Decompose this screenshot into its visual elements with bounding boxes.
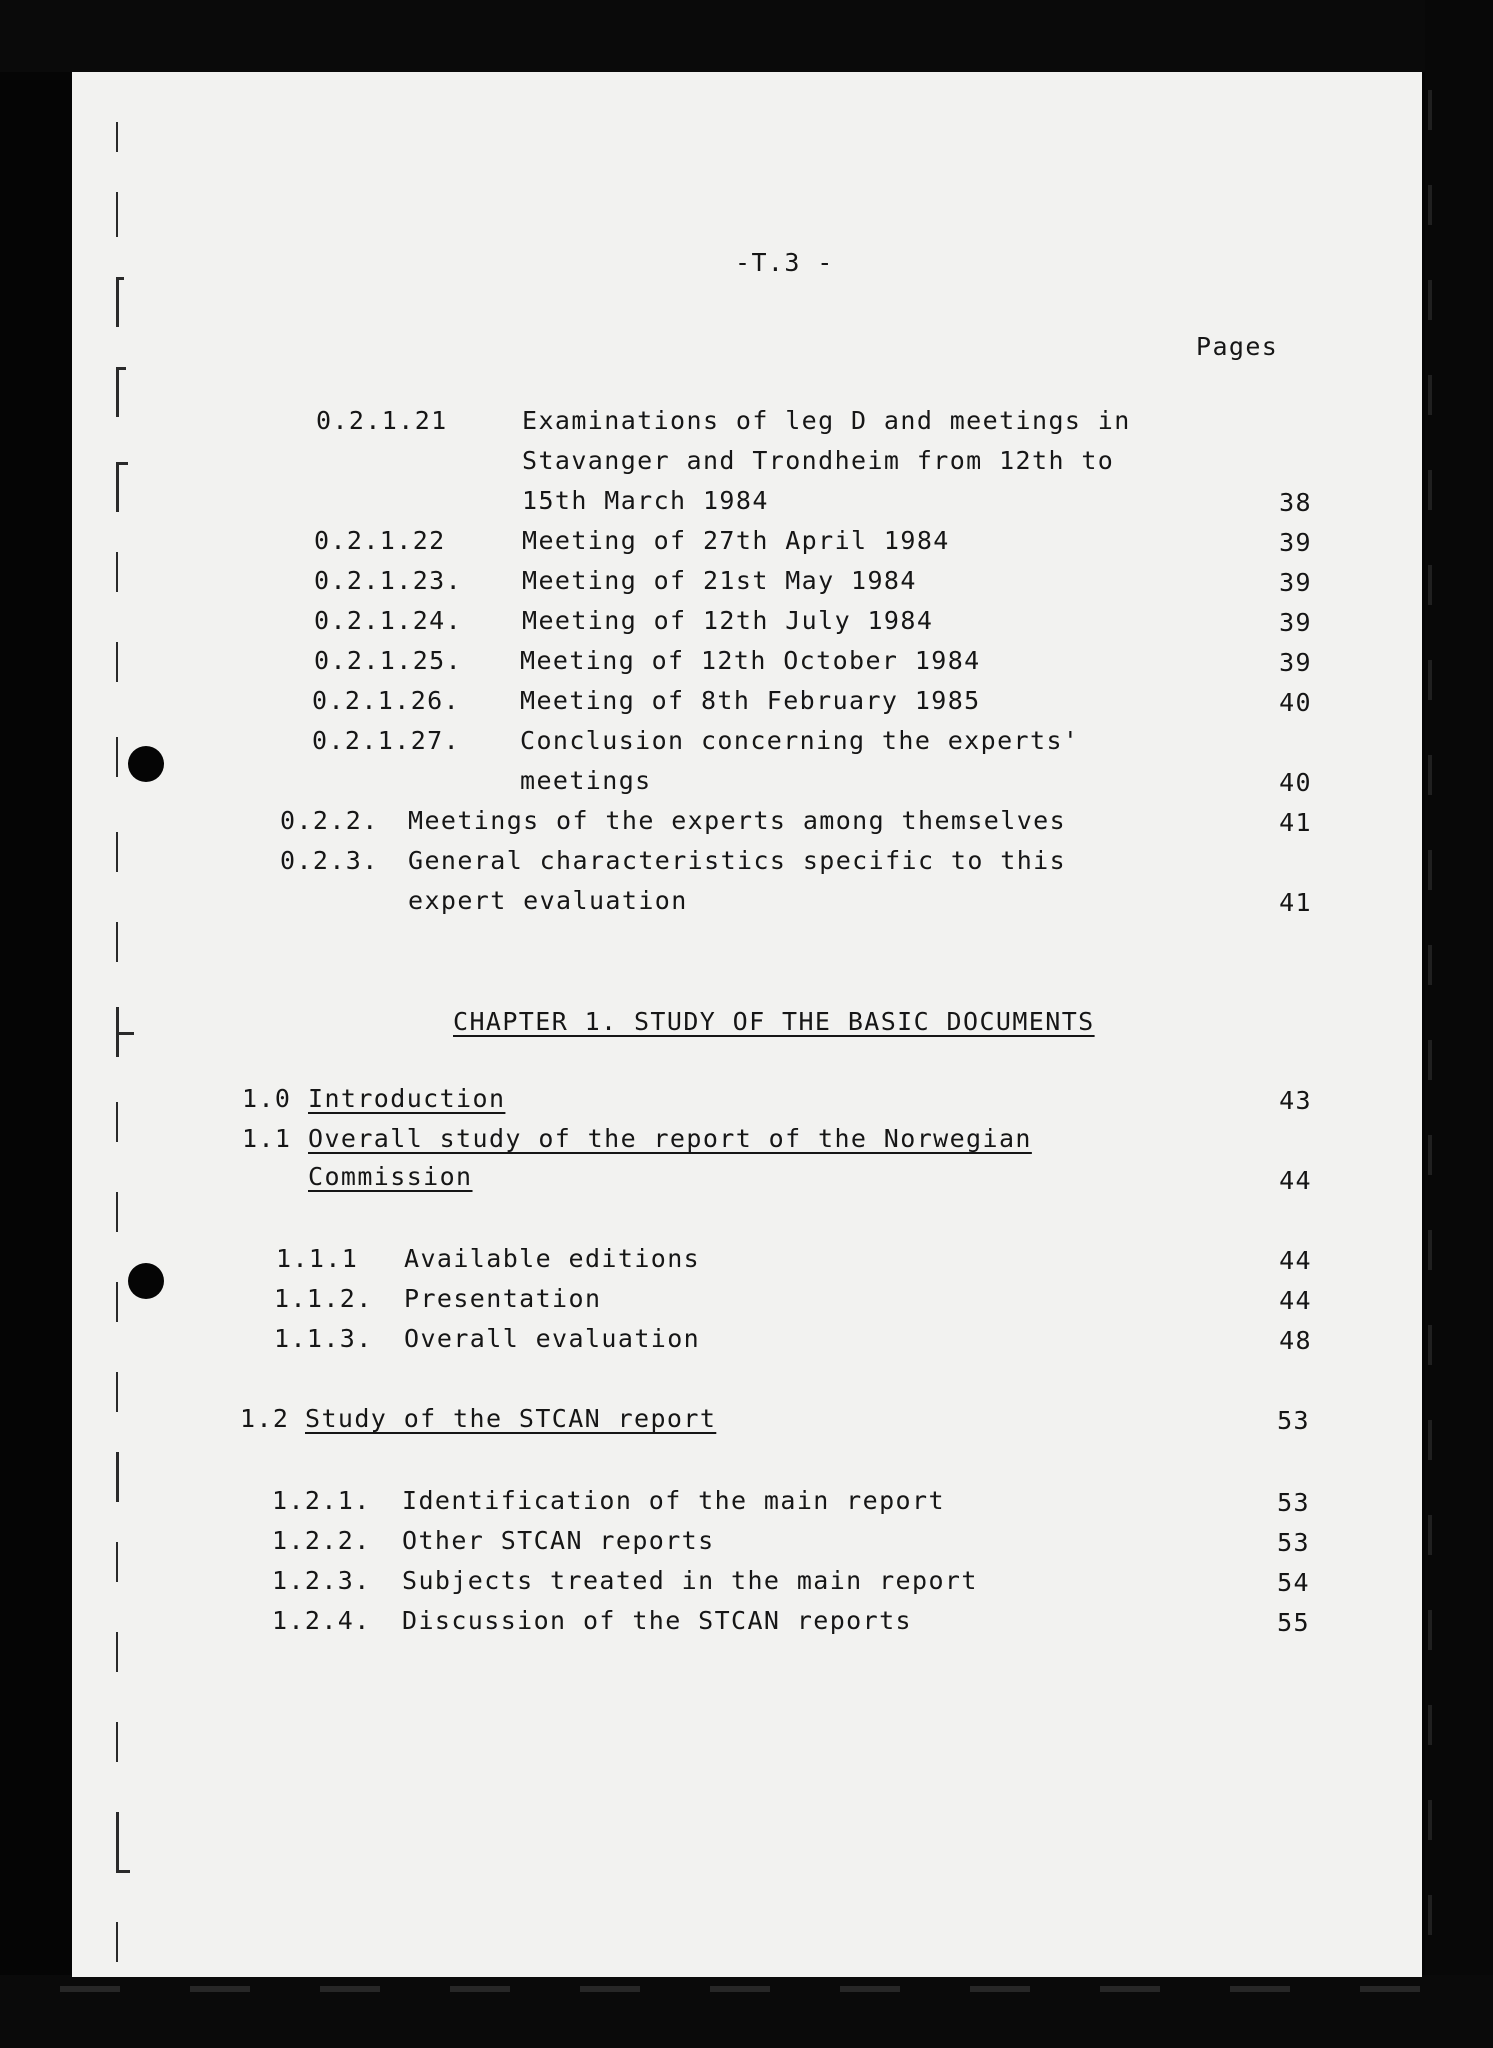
document-page xyxy=(72,72,1422,1977)
entry-title: Available editions xyxy=(404,1244,701,1273)
entry-title: Meeting of 12th October 1984 xyxy=(520,646,981,675)
margin-mark xyxy=(116,1282,118,1322)
entry-title: General characteristics specific to this xyxy=(408,846,1067,875)
entry-page: 48 xyxy=(1279,1326,1312,1355)
entry-page: 53 xyxy=(1277,1528,1310,1557)
entry-title: 15th March 1984 xyxy=(522,486,769,515)
entry-number: 0.2.1.21 xyxy=(316,406,448,435)
entry-page: 41 xyxy=(1279,888,1312,917)
margin-mark xyxy=(116,277,119,327)
entry-title: Meetings of the experts among themselves xyxy=(408,806,1067,835)
entry-title: Stavanger and Trondheim from 12th to xyxy=(522,446,1115,475)
entry-number: 1.1.1 xyxy=(276,1244,359,1273)
entry-title: Examinations of leg D and meetings in xyxy=(522,406,1131,435)
entry-page: 55 xyxy=(1277,1608,1310,1637)
margin-mark xyxy=(116,922,118,962)
entry-number: 1.1.3. xyxy=(274,1324,373,1353)
margin-mark xyxy=(116,122,118,152)
entry-number: 0.2.1.23. xyxy=(314,566,463,595)
entry-number: 0.2.1.26. xyxy=(312,686,461,715)
entry-page: 39 xyxy=(1279,568,1312,597)
margin-mark xyxy=(116,642,118,682)
entry-number: 1.2.2. xyxy=(272,1526,371,1555)
margin-mark xyxy=(116,1032,134,1035)
margin-mark xyxy=(116,1102,118,1142)
entry-title: Meeting of 8th February 1985 xyxy=(520,686,981,715)
margin-mark xyxy=(116,462,128,465)
entry-title: meetings xyxy=(520,766,652,795)
entry-number: 0.2.1.25. xyxy=(314,646,463,675)
entry-title: Subjects treated in the main report xyxy=(402,1566,978,1595)
entry-page: 43 xyxy=(1279,1086,1312,1115)
scan-border-streak xyxy=(1428,90,1432,1940)
entry-number: 1.2.3. xyxy=(272,1566,371,1595)
entry-title: Identification of the main report xyxy=(402,1486,945,1515)
chapter-heading: CHAPTER 1. STUDY OF THE BASIC DOCUMENTS xyxy=(453,1007,1095,1036)
scan-border-top xyxy=(0,0,1493,72)
entry-number: 1.2.4. xyxy=(272,1606,371,1635)
entry-page: 41 xyxy=(1279,808,1312,837)
entry-number: 1.2 xyxy=(240,1404,290,1433)
entry-number: 1.1.2. xyxy=(274,1284,373,1313)
entry-number: 0.2.1.27. xyxy=(312,726,461,755)
entry-title: Presentation xyxy=(404,1284,602,1313)
margin-mark xyxy=(116,277,124,280)
margin-mark xyxy=(116,1542,118,1582)
entry-number: 0.2.3. xyxy=(280,846,379,875)
margin-mark xyxy=(116,192,118,237)
pages-column-label: Pages xyxy=(1196,332,1279,361)
margin-mark xyxy=(116,462,119,512)
entry-page: 40 xyxy=(1279,768,1312,797)
margin-mark xyxy=(116,367,126,370)
entry-number: 1.1 xyxy=(242,1124,292,1153)
page-number-header: -T.3 - xyxy=(735,248,834,277)
margin-mark xyxy=(116,1372,118,1412)
entry-page: 44 xyxy=(1279,1166,1312,1195)
entry-title: Discussion of the STCAN reports xyxy=(402,1606,912,1635)
entry-title: Overall study of the report of the Norwegian xyxy=(308,1124,1032,1153)
margin-mark xyxy=(116,367,119,417)
margin-mark xyxy=(116,1922,118,1962)
entry-number: 0.2.2. xyxy=(280,806,379,835)
entry-page: 44 xyxy=(1279,1286,1312,1315)
entry-page: 53 xyxy=(1277,1488,1310,1517)
margin-mark xyxy=(116,1812,119,1872)
margin-mark xyxy=(116,1192,118,1232)
entry-title: Meeting of 21st May 1984 xyxy=(522,566,917,595)
entry-number: 0.2.1.22 xyxy=(314,526,446,555)
entry-number: 0.2.1.24. xyxy=(314,606,463,635)
entry-title: expert evaluation xyxy=(408,886,688,915)
margin-mark xyxy=(116,552,118,592)
scan-bottom-marks xyxy=(60,1986,1430,1992)
scan-border-right xyxy=(1425,0,1493,2048)
entry-title: Meeting of 27th April 1984 xyxy=(522,526,950,555)
entry-title: Meeting of 12th July 1984 xyxy=(522,606,934,635)
entry-title: Study of the STCAN report xyxy=(305,1404,717,1433)
entry-page: 40 xyxy=(1279,688,1312,717)
entry-page: 39 xyxy=(1279,608,1312,637)
margin-mark xyxy=(116,1870,130,1873)
margin-mark xyxy=(116,832,118,872)
entry-page: 54 xyxy=(1277,1568,1310,1597)
entry-page: 39 xyxy=(1279,648,1312,677)
entry-number: 1.0 xyxy=(242,1084,292,1113)
punch-hole xyxy=(128,1263,164,1299)
margin-mark xyxy=(116,737,118,777)
entry-title: Commission xyxy=(308,1162,473,1191)
entry-page: 53 xyxy=(1277,1406,1310,1435)
margin-mark xyxy=(116,1452,119,1502)
punch-hole xyxy=(128,746,164,782)
entry-title: Other STCAN reports xyxy=(402,1526,715,1555)
entry-number: 1.2.1. xyxy=(272,1486,371,1515)
entry-page: 38 xyxy=(1279,488,1312,517)
entry-page: 44 xyxy=(1279,1246,1312,1275)
entry-title: Introduction xyxy=(308,1084,506,1113)
margin-mark xyxy=(116,1722,118,1762)
entry-page: 39 xyxy=(1279,528,1312,557)
entry-title: Conclusion concerning the experts' xyxy=(520,726,1080,755)
entry-title: Overall evaluation xyxy=(404,1324,701,1353)
margin-mark xyxy=(116,1632,118,1672)
